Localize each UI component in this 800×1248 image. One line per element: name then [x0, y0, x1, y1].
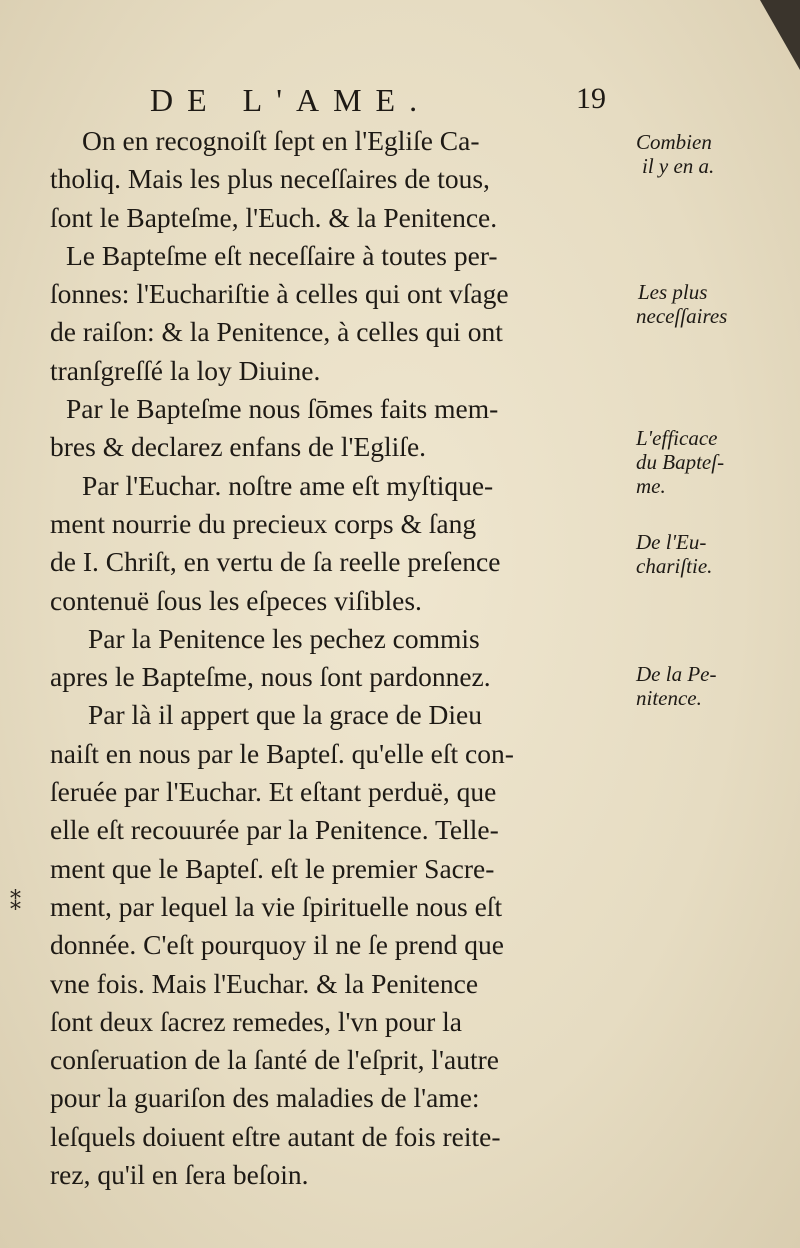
- margin-note-penitence: [636, 662, 796, 710]
- text-line: Par là il appert que la grace de Dieu: [88, 699, 482, 731]
- text-line: pour la guariſon des maladies de l'ame:: [50, 1082, 480, 1114]
- text-line: ſeruée par l'Euchar. Et eſtant perduë, que: [50, 776, 497, 808]
- text-line: tranſgreſſé la loy Diuine.: [50, 354, 321, 386]
- torn-page-corner: [760, 0, 800, 70]
- text-line: conſeruation de la ſanté de l'eſprit, l'autre: [50, 1044, 499, 1076]
- text-line: donnée. C'eſt pourquoy il ne ſe prend que: [50, 929, 505, 961]
- margin-note-line: il y en a.: [642, 154, 715, 178]
- text-line: ſont le Bapteſme, l'Euch. & la Penitence.: [50, 201, 498, 233]
- text-line: de raiſon: & la Penitence, à celles qui ont: [50, 316, 503, 348]
- text-line: vne fois. Mais l'Euchar. & la Penitence: [50, 967, 479, 999]
- text-line: Le Bapteſme eſt neceſſaire à toutes per-: [66, 239, 498, 271]
- text-line: Par la Penitence les pechez commis: [88, 622, 480, 654]
- text-line: Par le Bapteſme nous ſōmes faits mem-: [66, 393, 499, 425]
- margin-note-line: du Bapteſ-: [636, 450, 725, 474]
- text-line: On en recognoiſt ſept en l'Egliſe Ca-: [82, 125, 480, 156]
- running-header: [150, 82, 630, 122]
- margin-note-line: neceſſaires: [636, 304, 728, 328]
- main-text-block: [50, 122, 640, 1194]
- margin-note-line: De l'Eu-: [636, 530, 707, 554]
- text-line: Par l'Euchar. noſtre ame eſt myſtique-: [82, 469, 494, 501]
- text-line: ment que le Bapteſ. eſt le premier Sacre-: [50, 852, 495, 884]
- margin-note-eucharistie: [636, 530, 796, 578]
- text-line: leſquels doiuent eſtre autant de fois reite-: [50, 1120, 501, 1152]
- text-line: ſonnes: l'Euchariſtie à celles qui ont vſage: [50, 278, 509, 310]
- text-line: bres & declarez enfans de l'Egliſe.: [50, 431, 427, 463]
- margin-note-efficace-bapteme: [636, 426, 796, 498]
- margin-note-line: me.: [636, 474, 666, 498]
- text-line: ſont deux ſacrez remedes, l'vn pour la: [50, 1005, 462, 1037]
- margin-note-les-plus: [636, 280, 796, 328]
- margin-note-line: chariſtie.: [636, 554, 713, 578]
- margin-note-line: De la Pe-: [636, 662, 717, 686]
- text-line: tholiq. Mais les plus neceſſaires de tous,: [50, 163, 490, 195]
- running-title: DE L'AME.: [150, 82, 432, 118]
- text-line: naiſt en nous par le Bapteſ. qu'elle eſt con-: [50, 737, 514, 769]
- text-line: ment, par lequel la vie ſpirituelle nous eſt: [50, 890, 503, 922]
- margin-note-line: Les plus: [638, 280, 708, 304]
- text-line: apres le Bapteſme, nous ſont pardonnez.: [50, 661, 491, 693]
- margin-note-line: nitence.: [636, 686, 702, 710]
- ink-mark-icon: ⁑: [10, 890, 21, 915]
- text-line: contenuë ſous les eſpeces viſibles.: [50, 584, 422, 616]
- text-line: de I. Chriſt, en vertu de ſa reelle preſence: [50, 546, 501, 578]
- text-line: elle eſt recouurée par la Penitence. Telle-: [50, 814, 499, 846]
- margin-note-combien: [636, 130, 796, 178]
- margin-note-line: Combien: [636, 130, 712, 154]
- margin-note-line: L'efficace: [636, 426, 718, 450]
- text-line: rez, qu'il en ſera beſoin.: [50, 1159, 309, 1191]
- page-number: 19: [576, 82, 606, 115]
- text-line: ment nourrie du precieux corps & ſang: [50, 507, 477, 539]
